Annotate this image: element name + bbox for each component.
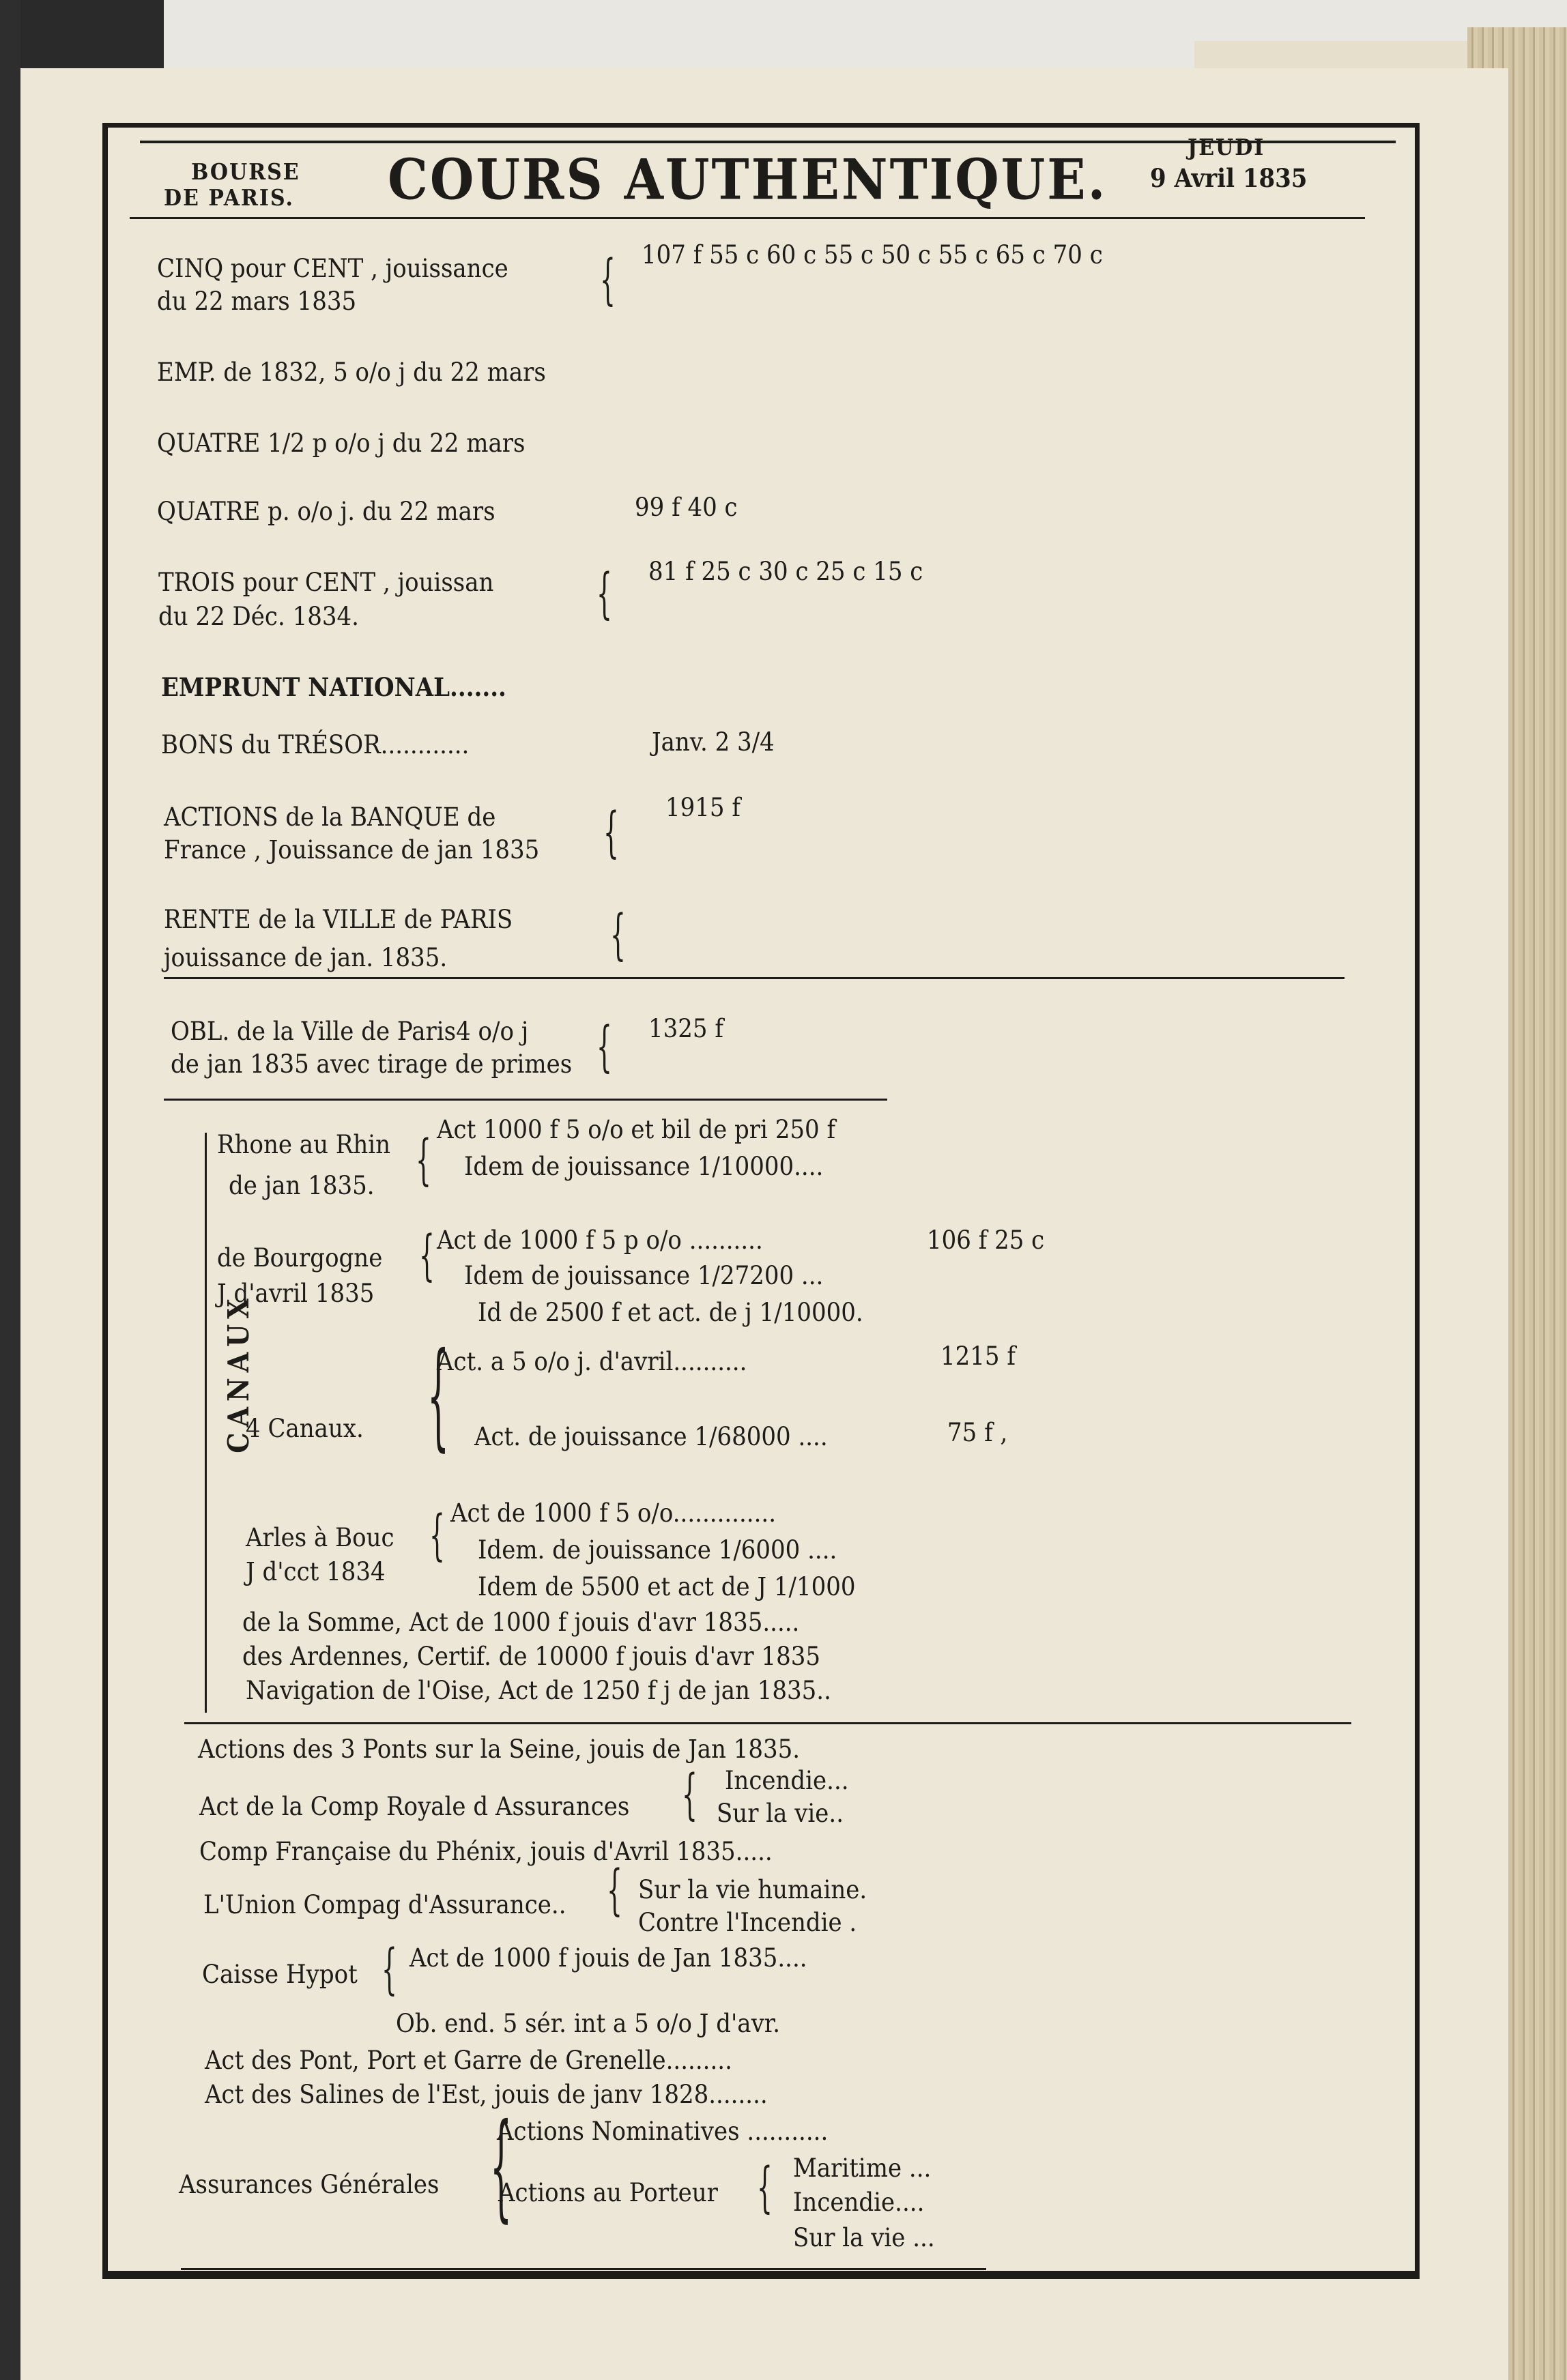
canal-item: Act de 1000 f 5 o/o.............. [450, 1498, 777, 1528]
canal-item: Idem de jouissance 1/27200 ... [464, 1260, 824, 1291]
canal-name: Rhone au Rhin [217, 1129, 391, 1160]
union-option: Contre l'Incendie . [638, 1907, 857, 1938]
canal-item: Idem de 5500 et act de J 1/1000 [478, 1571, 856, 1602]
canal-item: Id de 2500 f et act. de j 1/10000. [478, 1297, 863, 1328]
canal-name: 4 Canaux. [246, 1413, 364, 1444]
canal-value: 106 f 25 c [927, 1225, 1045, 1256]
actions-obligations: Ob. end. 5 sér. int a 5 o/o J d'avr. [396, 2008, 781, 2039]
canal-single: Navigation de l'Oise, Act de 1250 f j de jan 1835.. [246, 1675, 831, 1706]
brace: { [596, 1015, 612, 1078]
canal-value: 1215 f [940, 1341, 1016, 1372]
union-label: L'Union Compag d'Assurance.. [203, 1889, 566, 1920]
rente-value-8: 1915 f [665, 792, 741, 823]
brace: { [603, 800, 619, 864]
canal-name: de Bourgogne [217, 1243, 383, 1273]
section-rule [164, 1099, 887, 1101]
actions-ponts: Actions des 3 Ponts sur la Seine, jouis de Jan 1835. [198, 1734, 801, 1765]
union-option: Sur la vie humaine. [638, 1874, 867, 1905]
generales-label: Assurances Générales [179, 2169, 440, 2200]
rente-label-6: EMPRUNT NATIONAL....... [161, 672, 506, 703]
rente-label-7: BONS du TRÉSOR............ [161, 729, 470, 760]
porteur-option: Maritime ... [793, 2153, 932, 2183]
brace: { [609, 903, 626, 966]
canal-name: J d'avril 1835 [217, 1278, 375, 1309]
brace: { [681, 1762, 698, 1826]
header-de-paris: DE PARIS. [164, 185, 294, 212]
canal-item: Act. a 5 o/o j. d'avril.......... [437, 1346, 747, 1377]
porteur-option: Incendie.... [793, 2187, 925, 2218]
rente-label-8: ACTIONS de la BANQUE de [164, 802, 496, 832]
rente-value-1: 107 f 55 c 60 c 55 c 50 c 55 c 65 c 70 c [642, 240, 1103, 270]
brace: { [429, 1503, 445, 1567]
canal-name: de jan 1835. [229, 1170, 375, 1201]
actions-grenelle: Act des Pont, Port et Garre de Grenelle......... [205, 2045, 732, 2076]
rente-label-10b: de jan 1835 avec tirage de primes [171, 1049, 573, 1079]
canal-name: J d'cct 1834 [246, 1556, 386, 1587]
generales-porteur: Actions au Porteur [498, 2177, 718, 2208]
bottom-rule [181, 2268, 986, 2270]
actions-salines: Act des Salines de l'Est, jouis de janv 1828........ [205, 2079, 768, 2110]
generales-nominatives: Actions Nominatives ........... [497, 2116, 829, 2147]
rente-label-5: TROIS pour CENT , jouissan [158, 567, 494, 598]
rente-value-5: 81 f 25 c 30 c 25 c 15 c [648, 556, 923, 587]
rente-label-8b: France , Jouissance de jan 1835 [164, 835, 540, 865]
caisse-label: Caisse Hypot [202, 1959, 358, 1990]
brace: { [606, 1858, 622, 1921]
rente-label-9b: jouissance de jan. 1835. [164, 942, 448, 973]
canal-single: de la Somme, Act de 1000 f jouis d'avr 1835..... [242, 1607, 800, 1638]
rente-label-2: EMP. de 1832, 5 o/o j du 22 mars [157, 357, 546, 388]
page-title: COURS AUTHENTIQUE. [388, 147, 1108, 213]
canal-item: Idem de jouissance 1/10000.... [464, 1151, 824, 1182]
binding-shadow-left [0, 0, 20, 2380]
rente-label-10: OBL. de la Ville de Paris4 o/o j [171, 1016, 529, 1047]
brace: { [427, 1328, 450, 1463]
rente-label-1b: du 22 mars 1835 [157, 286, 357, 317]
brace: { [599, 248, 616, 311]
canal-value: 75 f , [947, 1417, 1008, 1448]
assurances-option: Incendie... [725, 1765, 849, 1796]
canal-single: des Ardennes, Certif. de 10000 f jouis d'avr 1835 [242, 1641, 820, 1672]
brace: { [596, 562, 612, 625]
binding-shadow-top [20, 0, 164, 68]
brace: { [418, 1223, 435, 1287]
header-bourse: BOURSE [191, 159, 300, 186]
section-rule [184, 1722, 1351, 1724]
rente-label-3: QUATRE 1/2 p o/o j du 22 mars [157, 428, 526, 459]
rente-label-5b: du 22 Déc. 1834. [158, 601, 359, 632]
canal-item: Act 1000 f 5 o/o et bil de pri 250 f [437, 1114, 836, 1145]
rente-label-4: QUATRE p. o/o j. du 22 mars [157, 496, 495, 527]
brace: { [415, 1128, 431, 1191]
rente-value-10: 1325 f [648, 1013, 723, 1044]
canaux-label: CANAUX [221, 1293, 256, 1453]
canal-name: Arles à Bouc [246, 1522, 394, 1553]
canal-item: Act de 1000 f 5 p o/o .......... [437, 1225, 763, 1256]
header-day: JEUDI [1188, 134, 1265, 161]
canal-item: Idem. de jouissance 1/6000 .... [478, 1535, 837, 1565]
porteur-option: Sur la vie ... [793, 2222, 935, 2253]
header-date: 9 Avril 1835 [1150, 163, 1308, 194]
rente-label-1: CINQ pour CENT , jouissance [157, 253, 508, 284]
actions-phenix: Comp Française du Phénix, jouis d'Avril 1835..... [199, 1836, 773, 1867]
rente-label-9: RENTE de la VILLE de PARIS [164, 904, 513, 935]
rule [164, 977, 1345, 979]
canaux-bar [205, 1133, 207, 1713]
brace: { [381, 1937, 397, 2001]
brace: { [489, 2099, 513, 2234]
brace: { [756, 2156, 773, 2219]
canal-item: Act. de jouissance 1/68000 .... [474, 1421, 828, 1452]
assurances-label: Act de la Comp Royale d Assurances [199, 1791, 630, 1822]
rente-value-7: Janv. 2 3/4 [652, 727, 775, 757]
rente-value-4: 99 f 40 c [635, 492, 738, 523]
caisse-text: Act de 1000 f jouis de Jan 1835.... [409, 1943, 807, 1973]
header-bottom-rule [130, 217, 1365, 219]
assurances-option: Sur la vie.. [717, 1798, 844, 1829]
